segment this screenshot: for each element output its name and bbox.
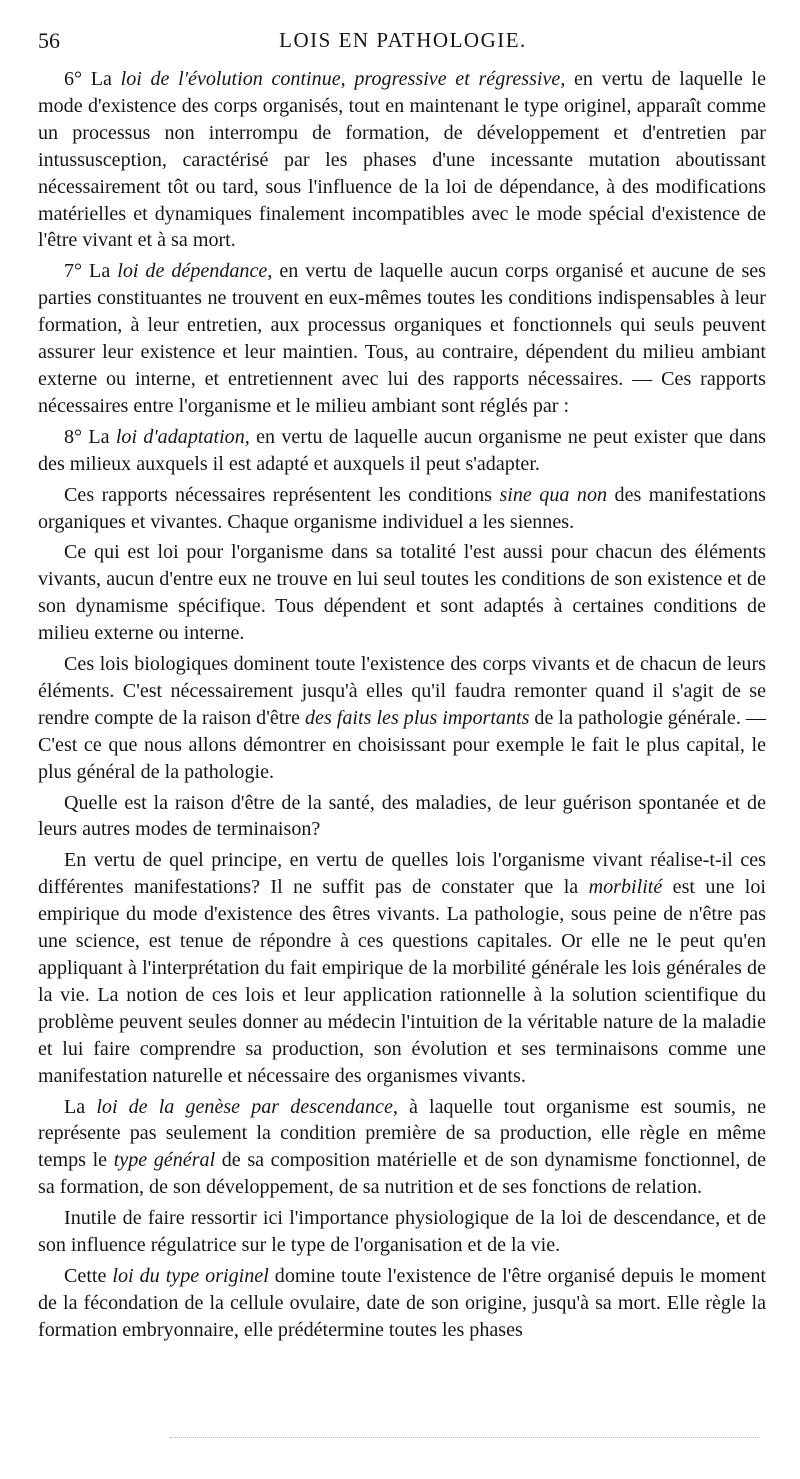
text-run: domine toute l'existence de l'être organisé depuis le moment de la fécondation de la cellule ovulaire, date de son origine, jusqu'à sa mort. Elle règle la formation embryonnaire, elle prédétermine toutes les phases: [38, 1264, 766, 1341]
text-run: de la pathologie générale. — C'est ce que nous allons démontrer en choisissant pour exemple le fait le plus capital, le plus général de la pathologie.: [38, 706, 766, 783]
paragraph: [38, 847, 766, 1089]
paragraph: [38, 790, 766, 844]
text-run: des manifestations organiques et vivantes. Chaque organisme individuel a les siennes.: [38, 483, 766, 533]
text-run: , en vertu de laquelle aucun organisme ne peut exister que dans des milieux auxquels il est adapté et auxquels il peut s'adapter.: [38, 425, 766, 475]
paragraph: [38, 66, 766, 254]
text-run: de sa composition matérielle et de son dynamisme fonctionnel, de sa formation, de son développement, de sa nutrition et de ses fonctions de relation.: [38, 1149, 767, 1199]
italic-term: des faits les plus importants: [304, 706, 530, 729]
paragraph: [38, 1263, 766, 1344]
italic-term: loi de dépendance: [117, 260, 268, 283]
text-run: , en vertu de laquelle aucun corps organisé et aucune de ses parties constituantes ne trouvent en eux-mêmes toutes les conditions indispensables à leur formation, à leur entretien, aux processus organiques et fonctionnels qui seuls peuvent assurer leur existence et leur maintien. Tous, au contraire, dépendent du milieu ambiant externe ou interne, et entretiennent avec lui des rapports nécessaires. — Ces rapports nécessaires entre l'organisme et le milieu ambiant sont réglés par :: [38, 260, 767, 417]
italic-term: loi du type originel: [112, 1264, 269, 1287]
paragraph: [38, 258, 766, 419]
paragraph: [38, 651, 766, 786]
running-title: LOIS EN PATHOLOGIE.: [279, 28, 527, 52]
text-run: est une loi empirique du mode d'existence des êtres vivants. La pathologie, sous peine de n'être pas une science, est tenue de répondre à ces questions capitales. Or elle ne le peut qu'en appliquant à l'interprétation du fait empirique de la morbilité générale les lois générales de la vie. La notion de ces lois et leur application rationnelle à la solution scientifique du problème peuvent seules donner au médecin l'intuition de la véritable nature de la maladie et lui faire comprendre sa production, son évolution et ses terminaisons comme une manifestation naturelle et nécessaire des organismes vivants.: [38, 876, 767, 1087]
italic-term: sine qua non: [499, 483, 608, 506]
paragraph: [38, 424, 766, 478]
body-text: [38, 66, 766, 1344]
page-header: [38, 28, 768, 58]
text-run: Inutile de faire ressortir ici l'importance physiologique de la loi de descendance, et de son influence régulatrice sur le type de l'organisation et de la vie.: [38, 1207, 766, 1257]
italic-term: progressive et régressive: [354, 68, 561, 90]
footer-print-marks: [170, 1437, 760, 1438]
italic-term: loi d'adaptation: [115, 425, 245, 448]
text-run: ,: [340, 68, 355, 90]
italic-term: morbilité: [588, 876, 663, 899]
italic-term: loi de la genèse par descendance: [96, 1095, 393, 1118]
text-run: Ces rapports nécessaires représentent les conditions: [64, 483, 500, 506]
text-run: 6° La: [64, 68, 121, 90]
italic-term: loi de l'évolution continue: [120, 68, 341, 90]
text-run: , en vertu de laquelle le mode d'existence des corps organisés, tout en maintenant le type originel, apparaît comme un processus non interrompu de formation, de développement et d'entretien par intussusception, caractérisé par les phases d'une incessante mutation aboutissant nécessairement tôt ou tard, sous l'influence de la loi de dépendance, à des modifications matérielles et dynamiques finalement incompatibles avec le mode spécial d'existence de l'être vivant et à sa mort.: [38, 68, 767, 252]
text-run: Ce qui est loi pour l'organisme dans sa totalité l'est aussi pour chacun des éléments vivants, aucun d'entre eux ne trouve en lui seul toutes les conditions de son existence et de son dynamisme spécifique. Tous dépendent et sont adaptés à certaines conditions de milieu externe ou interne.: [38, 541, 766, 645]
text-run: 7° La: [64, 260, 118, 283]
italic-term: type général: [113, 1149, 216, 1172]
page-number: 56: [38, 28, 60, 53]
paragraph: [38, 1094, 766, 1202]
paragraph: [38, 539, 766, 647]
text-run: En vertu de quel principe, en vertu de quelles lois l'organisme vivant réalise-t-il ces différentes manifestations? Il ne suffit pas de constater que la: [38, 849, 766, 899]
text-run: Cette: [64, 1264, 113, 1287]
paragraph: [38, 1205, 766, 1259]
text-run: , à laquelle tout organisme est soumis, ne représente pas seulement la condition première de sa production, elle règle en même temps le: [38, 1095, 767, 1172]
paragraph: [38, 482, 766, 536]
text-run: Ces lois biologiques dominent toute l'existence des corps vivants et de chacun de leurs éléments. C'est nécessairement jusqu'à elles qu'il faudra remonter quand il s'agit de se rendre compte de la raison d'être: [38, 653, 766, 729]
text-run: 8° La: [64, 425, 116, 448]
text-run: Quelle est la raison d'être de la santé, des maladies, de leur guérison spontanée et de leurs autres modes de terminaison?: [38, 791, 766, 841]
text-run: La: [64, 1095, 97, 1118]
